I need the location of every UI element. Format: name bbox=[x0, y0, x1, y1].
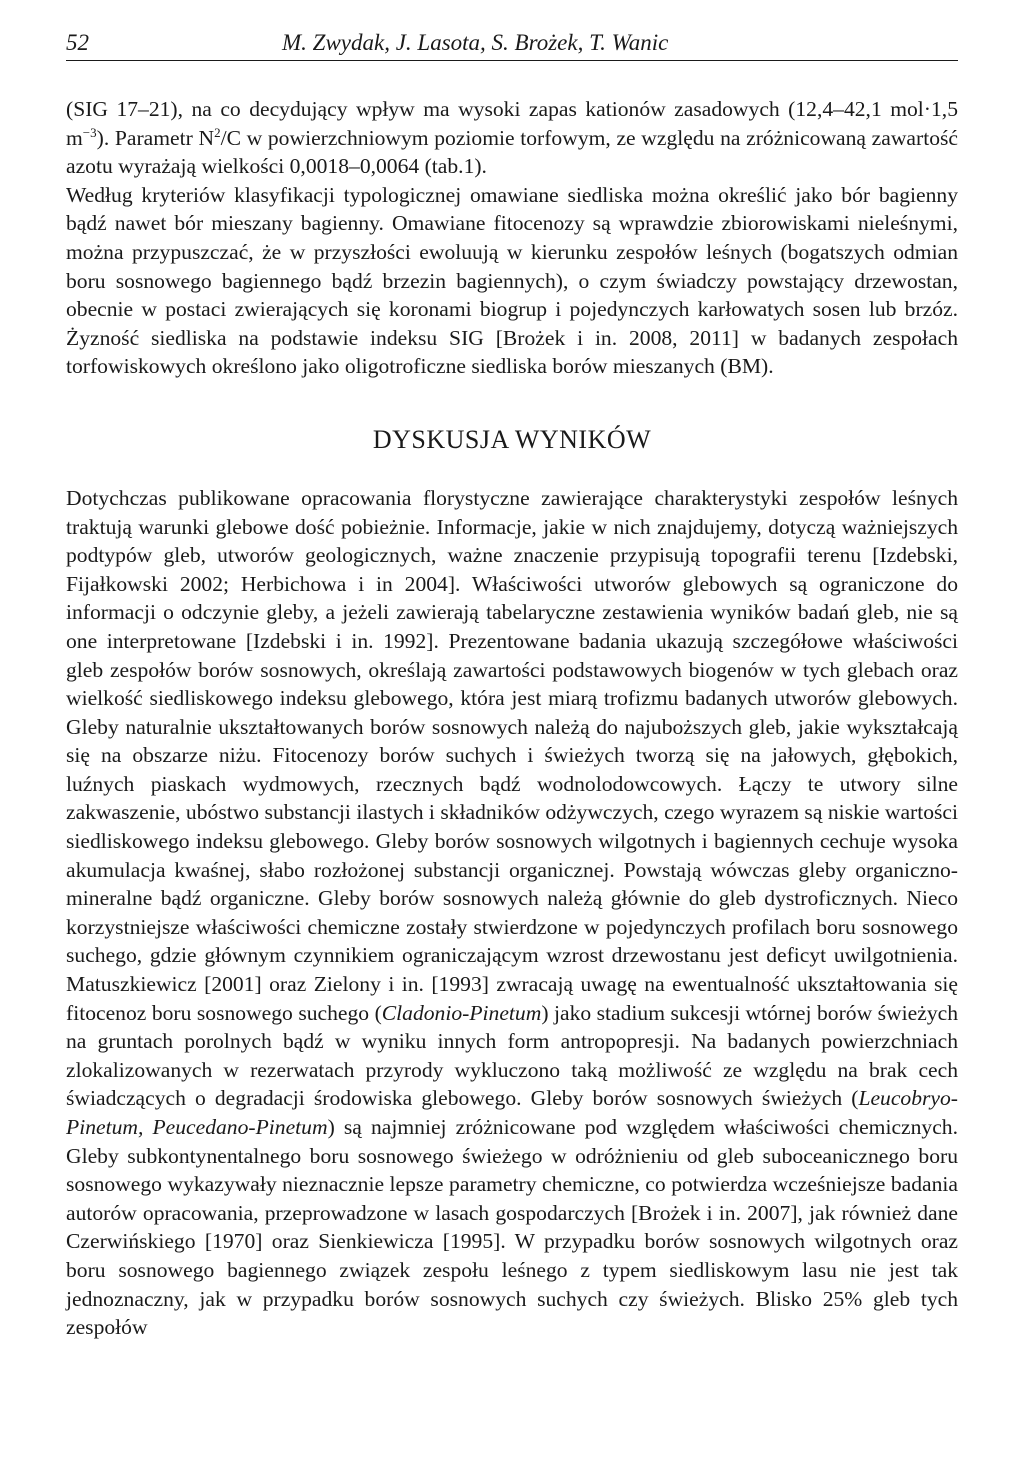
page-number: 52 bbox=[66, 30, 89, 55]
section-heading: DYSKUSJA WYNIKÓW bbox=[372, 424, 652, 454]
discussion-paragraph bbox=[66, 484, 958, 1342]
intro-p1-text-3: /C w powierzchniowym poziomie torfowym, ze względu na zróżnicowaną zawartość azotu wyrażają wielkości 0,0018–0,0064 (tab.1). bbox=[66, 125, 958, 179]
intro-paragraph-2: Według kryteriów klasyfikacji typologicznej omawiane siedliska można określić jako bór bagienny bądź nawet bór mieszany bagienny. Omawiane fitocenozy są wprawdzie zbiorowiskami nieleśnymi, można przypuszczać, że w przyszłości ewoluują w kierunku zespołów leśnych (bogatszych odmian boru sosnowego bagiennego bądź brzezin bagiennych), o czym świadczy powstający drzewostan, obecnie w postaci zwierających się koronami biogrup i pojedynczych karłowatych sosen lub brzóz. Żyzność siedliska na podstawie indeksu SIG [Brożek i in. 2008, 2011] w badanych zespołach torfowiskowych określono jako oligotroficzne siedliska borów mieszanych (BM). bbox=[66, 182, 958, 379]
discussion-italic-leucobryo: Leucobryo-Pinetum, Peucedano-Pinetum bbox=[66, 1086, 958, 1139]
intro-p1-text-1: (SIG 17–21), na co decydujący wpływ ma wysoki zapas kationów zasadowych (12,4–42,1 mol·1,5 m bbox=[66, 97, 958, 150]
discussion-text-3: ) są najmniej zróżnicowane pod względem właściwości chemicznych. Gleby subkontynentalnego boru sosnowego świeżego w odróżnieniu od gleb suboceanicznego boru sosnowego wykazywały nieznacznie lepsze parametry chemiczne, co potwierdza wcześniejsze badania autorów opracowania, przeprowadzone w lasach gospodarczych [Brożek i in. 2007], jak również dane Czerwińskiego [1970] oraz Sienkiewicza [1995]. W przypadku borów sosnowych wilgotnych oraz boru sosnowego bagiennego związek zespołu leśnego z typem siedliskowym lasu nie jest tak jednoznaczny, jak w przypadku borów sosnowych suchych czy świeżych. Blisko 25% gleb tych zespołów bbox=[66, 1115, 958, 1340]
header-authors: M. Zwydak, J. Lasota, S. Brożek, T. Wanic bbox=[282, 30, 669, 55]
intro-p1-superscript-2: 2 bbox=[214, 124, 221, 140]
page bbox=[66, 22, 958, 1342]
discussion-text-1: Dotychczas publikowane opracowania florystyczne zawierające charakterystyki zespołów leśnych traktują warunki glebowe dość pobieżnie. Informacje, jakie w nich znajdujemy, dotyczą ważniejszych podtypów gleb, utworów geologicznych, ważne znaczenie przypisują topografii terenu [Izdebski, Fijałkowski 2002; Herbichowa i in 2004]. Właściwości utworów glebowych są ograniczone do informacji o odczynie gleby, a jeżeli zawierają tabelaryczne zestawienia wyników badań gleb, nie są one interpretowane [Izdebski i in. 1992]. Prezentowane badania ukazują szczegółowe właściwości gleb zespołów borów sosnowych, określają zawartości podstawowych biogenów w tych glebach oraz wielkość siedliskowego indeksu glebowego, która jest miarą trofizmu badanych utworów glebowych. Gleby naturalnie ukształtowanych borów sosnowych należą do najuboższych gleb, jakie wykształcają się na obszarze niżu. Fitocenozy borów suchych i świeżych tworzą się na jałowych, głębokich, luźnych piaskach wydmowych, rzecznych bądź wodnolodowcowych. Łączy te utwory silne zakwaszenie, ubóstwo substancji ilastych i składników odżywczych, czego wyrazem są niskie wartości siedliskowego indeksu glebowego. Gleby borów sosnowych wilgotnych i bagiennych cechuje wysoka akumulacja kwaśnej, słabo rozłożonej substancji organicznej. Powstają wówczas gleby organiczno-mineralne bądź organiczne. Gleby borów sosnowych należą głównie do gleb dystroficznych. Nieco korzystniejsze właściwości chemiczne zostały stwierdzone w pojedynczych profilach boru sosnowego suchego, gdzie głównym czynnikiem ograniczającym wzrost drzewostanu jest deficyt uwilgotnienia. Matuszkiewicz [2001] oraz Zielony i in. [1993] zwracają uwagę na ewentualność ukształtowania się fitocenoz boru sosnowego suchego ( bbox=[66, 485, 958, 1025]
discussion-text-2: ) jako stadium sukcesji wtórnej borów świeżych na gruntach porolnych bądź w wyniku innych form antropopresji. Na badanych powierzchniach zlokalizowanych w rezerwatach przyrody wykluczono taką możliwość ze względu na brak cech świadczących o degradacji środowiska glebowego. Gleby borów sosnowych świeżych ( bbox=[66, 1000, 958, 1111]
intro-p1-text-2: ). Parametr N bbox=[96, 125, 215, 150]
running-header bbox=[66, 22, 958, 61]
intro-p1-superscript-1: −3 bbox=[82, 124, 97, 140]
intro-paragraph-1 bbox=[66, 95, 958, 181]
discussion-italic-cladonio: Cladonio-Pinetum bbox=[381, 1000, 542, 1025]
